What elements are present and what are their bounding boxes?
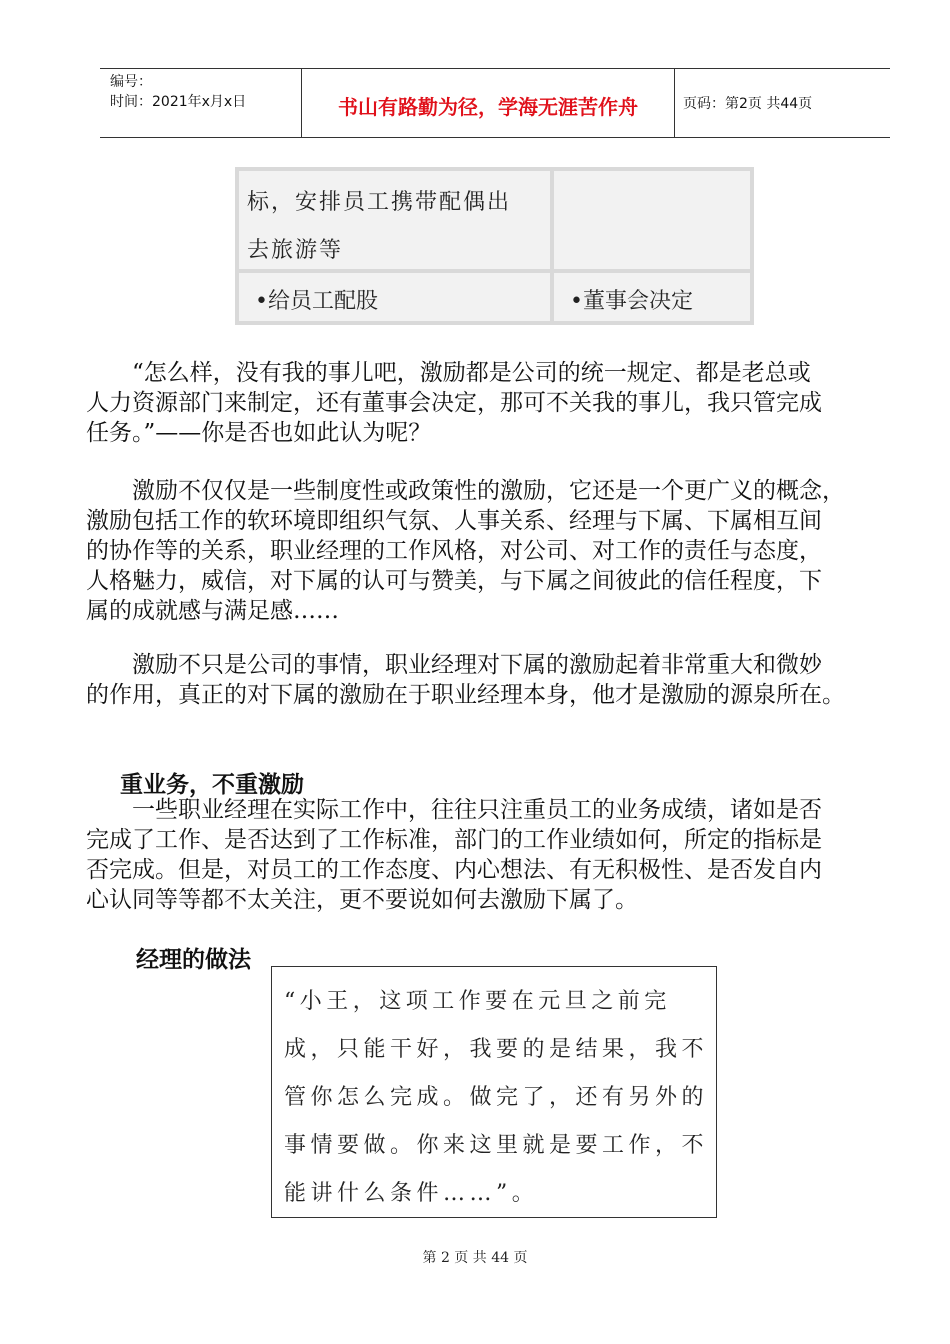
paragraph-line: 人力资源部门来制定，还有董事会决定，那可不关我的事儿，我只管完成 (86, 390, 822, 416)
quote-line: 能讲什么条件……”。 (284, 1181, 539, 1206)
table-cell (554, 171, 750, 269)
section-heading: 重业务，不重激励 (120, 772, 304, 798)
paragraph (86, 650, 916, 710)
paragraph-line: 激励不只是公司的事情，职业经理对下属的激励起着非常重大和微妙 (86, 652, 822, 678)
table-cell-text: 去旅游等 (247, 238, 344, 263)
quote-line: “小王，这项工作要在元旦之前完 (284, 989, 671, 1014)
quote-box (271, 966, 717, 1218)
serial-label: 编号： (110, 74, 152, 90)
page-code: 页码：第2页 共44页 (683, 96, 813, 112)
paragraph-line: 人格魅力，威信，对下属的认可与赞美，与下属之间彼此的信任程度，下 (86, 568, 822, 594)
paragraph-line: “怎么样，没有我的事儿吧，激励都是公司的统一规定、都是老总或 (86, 360, 811, 386)
table-cell (239, 171, 550, 269)
paragraph-line: 完成了工作、是否达到了工作标准，部门的工作业绩如何，所定的指标是 (86, 827, 822, 853)
header-motto-cell (302, 69, 675, 137)
paragraph-line: 激励不仅仅是一些制度性或政策性的激励，它还是一个更广义的概念， (86, 478, 845, 504)
paragraph-line: 的协作等的关系，职业经理的工作风格，对公司、对工作的责任与态度， (86, 538, 822, 564)
table-cell (554, 273, 750, 321)
header-page-cell (675, 69, 890, 137)
incentive-table (235, 167, 754, 325)
section-heading: 经理的做法 (136, 947, 251, 973)
paragraph-line: 属的成就感与满足感…… (86, 598, 339, 624)
quote-line: 成，只能干好，我要的是结果，我不 (284, 1037, 709, 1062)
paragraph (86, 476, 916, 626)
table-cell-text: •董事会决定 (570, 289, 693, 314)
page-footer: 第 2 页 共 44 页 (422, 1250, 528, 1266)
table-cell-text: 标，安排员工携带配偶出 (247, 190, 512, 215)
paragraph (86, 795, 916, 915)
header-info-cell (100, 69, 302, 137)
time-label: 时间：2021年x月x日 (110, 94, 247, 110)
table-cell (239, 273, 550, 321)
paragraph-line: 激励包括工作的软环境即组织气氛、人事关系、经理与下属、下属相互间 (86, 508, 822, 534)
paragraph (86, 358, 916, 448)
quote-line: 事情要做。你来这里就是要工作，不 (284, 1133, 709, 1158)
paragraph-line: 否完成。但是，对员工的工作态度、内心想法、有无积极性、是否发自内 (86, 857, 822, 883)
paragraph-line: 一些职业经理在实际工作中，往往只注重员工的业务成绩，诸如是否 (86, 797, 822, 823)
page-header (100, 68, 890, 138)
quote-line: 管你怎么完成。做完了，还有另外的 (284, 1085, 709, 1110)
paragraph-line: 心认同等等都不太关注，更不要说如何去激励下属了。 (86, 887, 638, 913)
table-cell-text: •给员工配股 (255, 289, 378, 314)
paragraph-line: 任务。”——你是否也如此认为呢？ (86, 420, 432, 446)
paragraph-line: 的作用，真正的对下属的激励在于职业经理本身，他才是激励的源泉所在。 (86, 682, 845, 708)
motto-text: 书山有路勤为径，学海无涯苦作舟 (338, 95, 638, 119)
